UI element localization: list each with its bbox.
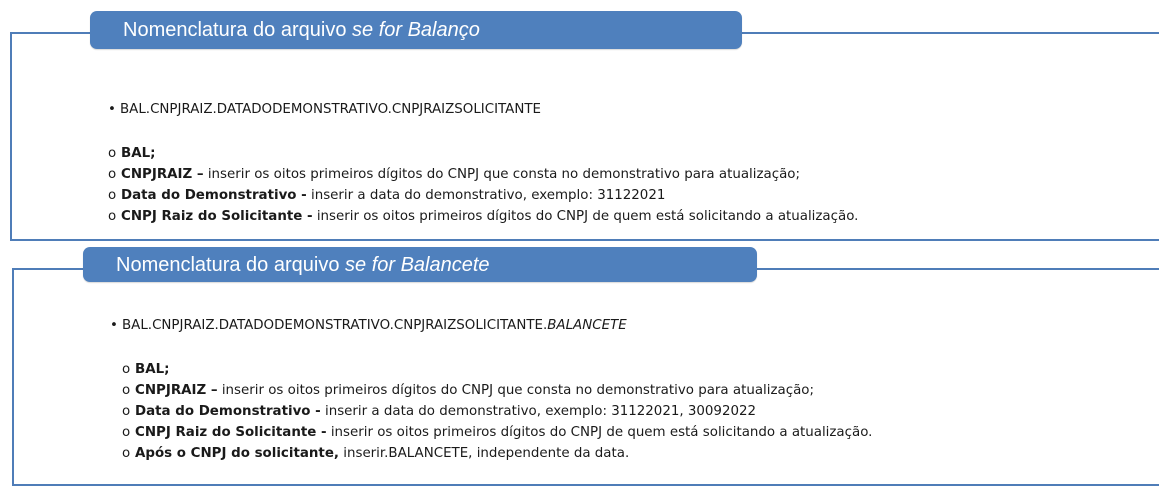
list-item <box>108 164 858 185</box>
item-label: CNPJRAIZ – <box>121 167 204 182</box>
section-balanco-list <box>108 143 858 227</box>
circle-bullet-icon: o <box>122 404 131 419</box>
circle-bullet-icon: o <box>108 167 117 182</box>
list-item <box>122 443 872 464</box>
bullet-italic: BALANCETE <box>547 318 627 333</box>
circle-bullet-icon: o <box>122 362 131 377</box>
item-text: inserir a data do demonstrativo, exemplo: 31122021, 30092022 <box>320 404 757 419</box>
item-label: Data do Demonstrativo - <box>135 404 321 419</box>
list-item <box>122 359 872 380</box>
bullet-icon: • <box>110 318 118 333</box>
circle-bullet-icon: o <box>122 383 131 398</box>
bullet-text: BAL.CNPJRAIZ.DATADODEMONSTRATIVO.CNPJRAIZSOLICITANTE. <box>122 318 548 333</box>
item-label: Data do Demonstrativo - <box>121 188 307 203</box>
item-label: CNPJ Raiz do Solicitante - <box>121 209 313 224</box>
bullet-icon: • <box>108 102 116 117</box>
item-text: inserir os oitos primeiros dígitos do CNPJ de quem está solicitando a atualização. <box>326 425 873 440</box>
circle-bullet-icon: o <box>122 446 131 461</box>
header-text: Nomenclatura do arquivo <box>123 19 353 41</box>
item-text: inserir os oitos primeiros dígitos do CNPJ que consta no demonstrativo para atualização; <box>203 167 800 182</box>
item-label: CNPJ Raiz do Solicitante - <box>135 425 327 440</box>
list-item <box>122 422 872 443</box>
circle-bullet-icon: o <box>122 425 131 440</box>
item-text: inserir a data do demonstrativo, exemplo: 31122021 <box>306 188 666 203</box>
item-text: inserir os oitos primeiros dígitos do CNPJ de quem está solicitando a atualização. <box>312 209 859 224</box>
section-balanco-bullet <box>108 99 541 120</box>
header-italic: se for Balanço <box>352 19 480 41</box>
circle-bullet-icon: o <box>108 146 117 161</box>
bullet-text: BAL.CNPJRAIZ.DATADODEMONSTRATIVO.CNPJRAIZSOLICITANTE <box>120 102 541 117</box>
item-text: inserir os oitos primeiros dígitos do CNPJ que consta no demonstrativo para atualização; <box>217 383 814 398</box>
section-balancete-list <box>122 359 872 464</box>
item-text: inserir.BALANCETE, independente da data. <box>339 446 630 461</box>
item-label: BAL; <box>135 362 170 377</box>
section-balancete-header <box>83 247 757 282</box>
list-item <box>108 206 858 227</box>
item-label: CNPJRAIZ – <box>135 383 218 398</box>
list-item <box>108 143 858 164</box>
section-balancete-bullet <box>110 315 627 336</box>
section-balanco-header <box>90 11 742 49</box>
item-label: BAL; <box>121 146 156 161</box>
list-item <box>122 401 872 422</box>
header-italic: se for Balancete <box>345 253 490 276</box>
item-label: Após o CNPJ do solicitante, <box>135 446 339 461</box>
list-item <box>122 380 872 401</box>
circle-bullet-icon: o <box>108 209 117 224</box>
circle-bullet-icon: o <box>108 188 117 203</box>
header-text: Nomenclatura do arquivo <box>116 253 346 276</box>
list-item <box>108 185 858 206</box>
